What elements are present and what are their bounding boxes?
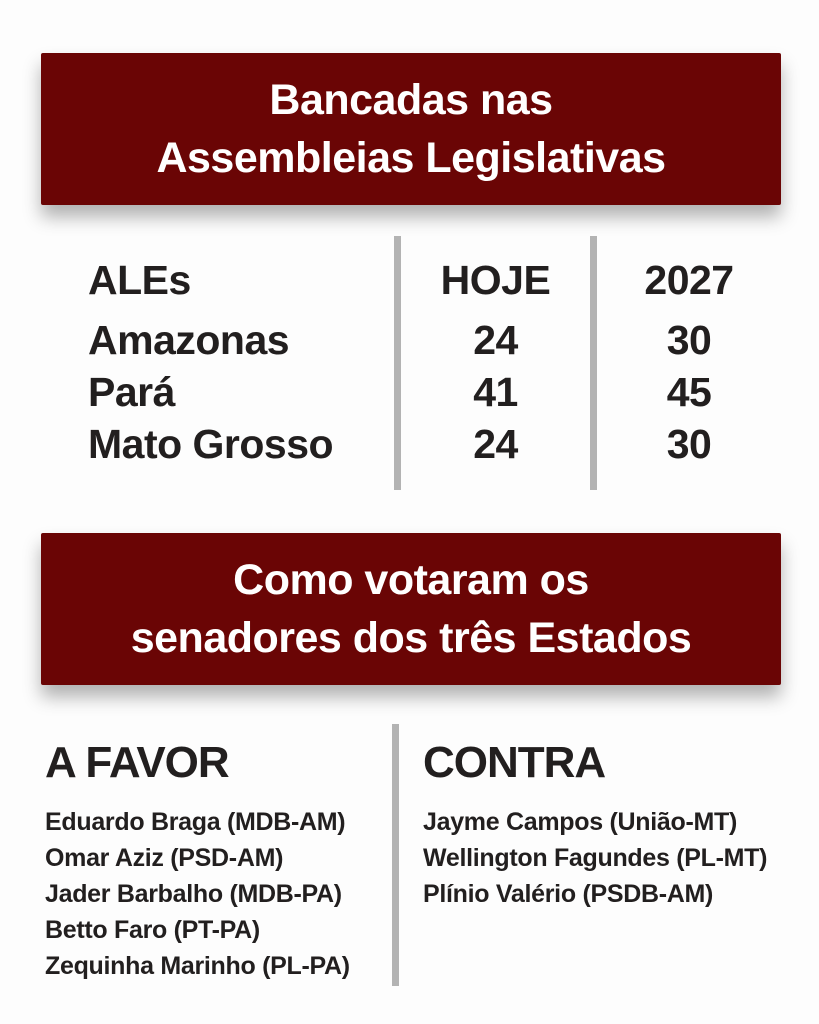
- banner-como-votaram-line1: Como votaram os: [233, 556, 589, 604]
- table-cell-2027: 30: [666, 420, 712, 467]
- table-cell-2027: 30: [666, 316, 712, 363]
- banner-como-votaram-line2: senadores dos três Estados: [130, 614, 692, 662]
- table-cell-hoje: 24: [473, 420, 518, 467]
- table-column-divider-1: [394, 236, 401, 490]
- table-cell-state: Mato Grosso: [88, 420, 334, 467]
- senator-contra: Jayme Campos (União-MT): [423, 808, 737, 836]
- table-column-hoje: [401, 254, 590, 470]
- senator-favor: Eduardo Braga (MDB-AM): [45, 808, 346, 836]
- banner-como-votaram: [41, 533, 781, 685]
- votes-contra-title: CONTRA: [423, 738, 606, 787]
- senator-contra: Plínio Valério (PSDB-AM): [423, 880, 714, 908]
- table-column-ales: [88, 254, 383, 470]
- table-column-2027: [597, 254, 781, 470]
- senator-favor: Omar Aziz (PSD-AM): [45, 844, 284, 872]
- senator-contra: Wellington Fagundes (PL-MT): [423, 844, 768, 872]
- banner-bancadas: [41, 53, 781, 205]
- table-cell-hoje: 24: [473, 316, 518, 363]
- votes-favor-title: A FAVOR: [45, 738, 229, 787]
- banner-bancadas-line1: Bancadas nas: [269, 76, 553, 124]
- table-cell-2027: 45: [666, 368, 712, 415]
- table-header-ales: ALEs: [88, 256, 191, 303]
- votes-contra-column: [423, 738, 795, 912]
- senator-favor: Zequinha Marinho (PL-PA): [45, 952, 350, 980]
- table-cell-hoje: 41: [473, 368, 518, 415]
- table-cell-state: Pará: [88, 368, 175, 415]
- table-cell-state: Amazonas: [88, 316, 290, 363]
- votes-favor-column: [45, 738, 390, 984]
- table-column-divider-2: [590, 236, 597, 490]
- votes-column-divider: [392, 724, 399, 986]
- table-header-hoje: HOJE: [440, 256, 551, 303]
- table-header-2027: 2027: [644, 256, 734, 303]
- banner-bancadas-line2: Assembleias Legislativas: [156, 134, 666, 182]
- senator-favor: Betto Faro (PT-PA): [45, 916, 260, 944]
- senator-favor: Jader Barbalho (MDB-PA): [45, 880, 342, 908]
